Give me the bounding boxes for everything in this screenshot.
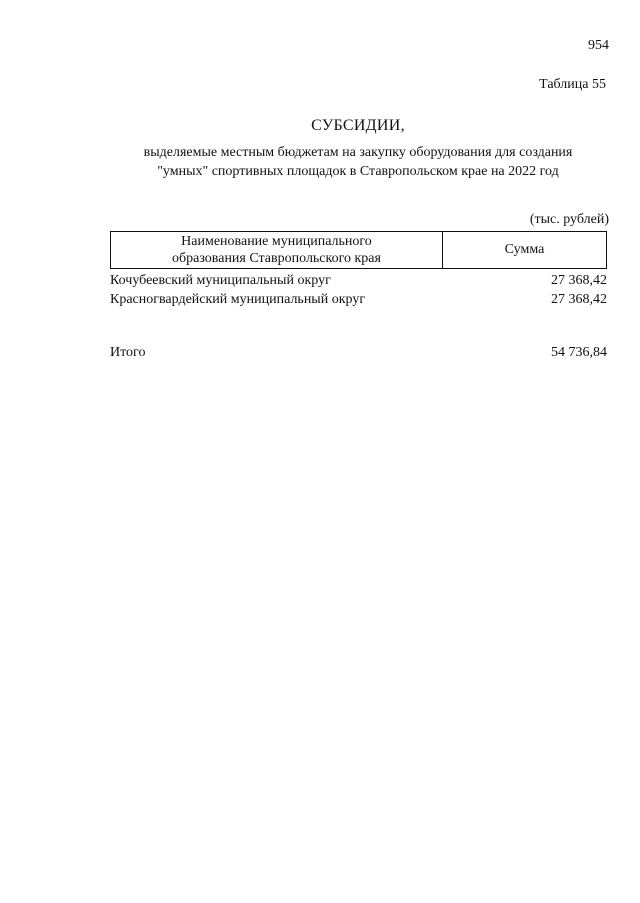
row-sum: 27 368,42 [551, 292, 607, 307]
total-label: Итого [110, 345, 146, 360]
subtitle-line-2: "умных" спортивных площадок в Ставропольском крае на 2022 год [157, 164, 559, 179]
table-row [110, 290, 607, 309]
document-subtitle [0, 143, 640, 181]
units-label: (тыс. рублей) [529, 212, 609, 227]
total-row [110, 345, 607, 361]
column-header-name [111, 232, 443, 268]
total-sum: 54 736,84 [551, 345, 607, 360]
table-header [110, 231, 607, 269]
page-number: 954 [588, 38, 609, 53]
table-label: Таблица 55 [539, 77, 606, 92]
row-name: Красногвардейский муниципальный округ [110, 292, 366, 307]
column-header-sum: Сумма [504, 242, 545, 257]
table-body [110, 271, 607, 309]
subtitle-line-1: выделяемые местным бюджетам на закупку оборудования для создания [143, 145, 573, 160]
column-header-name-line-2: образования Ставропольского края [172, 251, 381, 266]
row-name: Кочубеевский муниципальный округ [110, 273, 331, 288]
column-header-name-line-1: Наименование муниципального [181, 234, 372, 249]
document-title: СУБСИДИИ, [311, 117, 405, 134]
row-sum: 27 368,42 [551, 273, 607, 288]
table-row [110, 271, 607, 290]
